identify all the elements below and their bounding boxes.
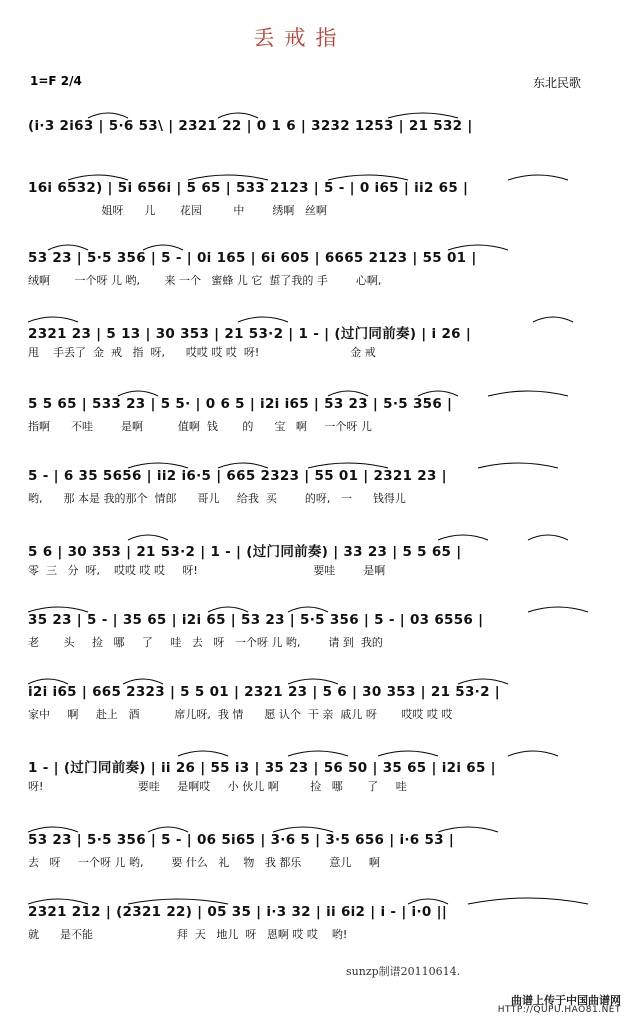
lyric-line: 老 头 捡 哪 了 哇 去 呀 一个呀 儿 哟, 请 到 我的 xyxy=(28,636,383,649)
notation-line: (i·3 2i63 | 5·6 53\ | 2321 22 | 0 1 6 | 3232 1253 | 21 532 | xyxy=(28,118,473,134)
lyric-line: 指啊 不哇 是啊 值啊 钱 的 宝 啊 一个呀 儿 xyxy=(28,420,372,433)
notation-line: 5 5 65 | 533 23 | 5 5· | 0 6 5 | i2i i65 | 53 23 | 5·5 356 | xyxy=(28,396,453,412)
site-credit: 曲谱上传于中国曲谱网 xyxy=(511,994,621,1007)
site-url: HTTP://QUPU.HAO81.NET xyxy=(497,1005,621,1015)
notation-line: i2i i65 | 665 2323 | 5 5 01 | 2321 23 | 5 6 | 30 353 | 21 53·2 | xyxy=(28,684,501,700)
lyric-line: 呀! 要哇 是啊哎 小 伙儿 啊 捡 哪 了 哇 xyxy=(28,780,407,793)
lyric-line: 就 是不能 拜 天 地儿 呀 恩啊 哎 哎 哟! xyxy=(28,928,348,941)
key-signature: 1=F 2/4 xyxy=(30,74,82,88)
transcriber-signature: sunzp制谱20110614. xyxy=(346,965,461,978)
notation-line: 53 23 | 5·5 356 | 5 - | 0i 165 | 6i 605 | 6665 2123 | 55 01 | xyxy=(28,250,477,266)
notation-line: 5 - | 6 35 5656 | ii2 i6·5 | 665 2323 | 55 01 | 2321 23 | xyxy=(28,468,447,484)
lyric-line: 绒啊 一个呀 儿 哟, 来 一个 蜜蜂 儿 它 蜇了我的 手 心啊, xyxy=(28,274,382,287)
lyric-line: 去 呀 一个呀 儿 哟, 要 什么 礼 物 我 都乐 意儿 啊 xyxy=(28,856,380,869)
lyric-line: 零 三 分 呀, 哎哎 哎 哎 呀! 要哇 是啊 xyxy=(28,564,386,577)
lyric-line: 甩 手丢了 金 戒 指 呀, 哎哎 哎 哎 呀! 金 戒 xyxy=(28,346,376,359)
notation-line: 2321 23 | 5 13 | 30 353 | 21 53·2 | 1 - | (过门同前奏) | i 26 | xyxy=(28,326,472,342)
lyric-line: 哟, 那 本是 我的那个 情郎 哥儿 给我 买 的呀, 一 钱得儿 xyxy=(28,492,406,505)
song-genre: 东北民歌 xyxy=(532,76,581,90)
notation-line: 1 - | (过门同前奏) | ii 26 | 55 i3 | 35 23 | 56 50 | 35 65 | i2i 65 | xyxy=(28,760,496,776)
song-title: 丢戒指 xyxy=(253,26,347,50)
lyric-line: 家中 啊 赴上 酒 席儿呀, 我 情 愿 认个 干 亲 戚儿 呀 哎哎 哎 哎 xyxy=(28,708,453,721)
lyric-line: 姐呀 儿 花园 中 绣啊 丝啊 xyxy=(28,204,327,217)
notation-line: 35 23 | 5 - | 35 65 | i2i 65 | 53 23 | 5·5 356 | 5 - | 03 6556 | xyxy=(28,612,484,628)
notation-line: 53 23 | 5·5 356 | 5 - | 06 5i65 | 3·6 5 | 3·5 656 | i·6 53 | xyxy=(28,832,455,848)
notation-line: 2321 212 | (2321 22) | 05 35 | i·3 32 | ii 6i2 | i - | i·0 || xyxy=(28,904,448,920)
notation-line: 5 6 | 30 353 | 21 53·2 | 1 - | (过门同前奏) | 33 23 | 5 5 65 | xyxy=(28,544,462,560)
notation-line: 16i 6532) | 5i 656i | 5 65 | 533 2123 | 5 - | 0 i65 | ii2 65 | xyxy=(28,180,469,196)
